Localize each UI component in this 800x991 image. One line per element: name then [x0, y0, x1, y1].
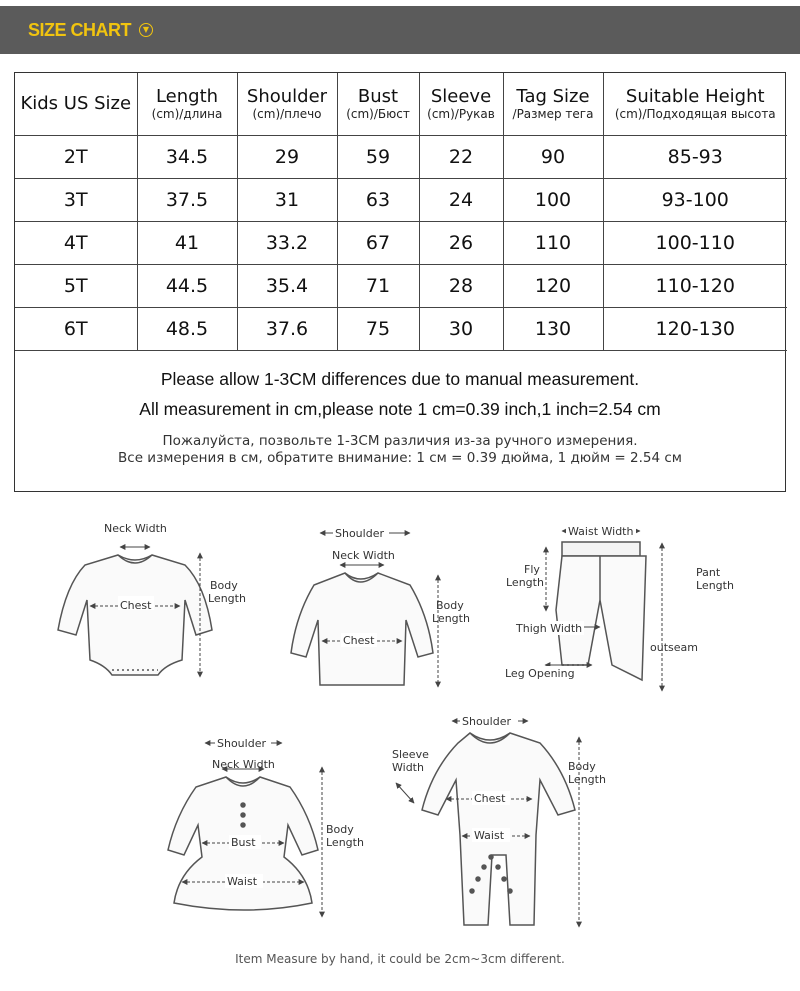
column-header: Shoulder (cm)/плечо	[237, 73, 337, 135]
diagram-canvas	[0, 505, 800, 945]
pants-outseam-label: outseam	[650, 641, 698, 654]
bodysuit-neck-width-label: Neck Width	[104, 522, 167, 535]
romper-chest-label: Chest	[474, 792, 506, 805]
table-cell: 71	[337, 264, 419, 307]
tshirt-chest-label: Chest	[343, 634, 375, 647]
footer-note: Item Measure by hand, it could be 2cm~3cm different.	[235, 952, 565, 966]
bodysuit-diagram	[58, 547, 212, 677]
table-cell: 6T	[15, 307, 137, 350]
note-english-2: All measurement in cm,please note 1 cm=0.39 inch,1 inch=2.54 cm	[139, 398, 661, 419]
table-cell: 31	[237, 178, 337, 221]
table-cell: 24	[419, 178, 503, 221]
table-cell: 41	[137, 221, 237, 264]
dress-neck-width-label: Neck Width	[212, 758, 275, 771]
header-bar	[0, 6, 800, 54]
note-english-1: Please allow 1-3CM differences due to manual measurement.	[160, 368, 640, 389]
pants-fly-length-label-2: Length	[506, 576, 544, 589]
romper-body-length-label-2: Length	[568, 773, 606, 786]
dress-shoulder-label: Shoulder	[217, 737, 266, 750]
table-header-row	[15, 73, 787, 135]
romper-shoulder-label: Shoulder	[462, 715, 511, 728]
table-cell: 59	[337, 135, 419, 178]
column-header: Length (cm)/длина	[137, 73, 237, 135]
measurement-diagrams	[0, 505, 800, 945]
pants-fly-length-label-1: Fly	[524, 563, 540, 576]
tshirt-shoulder-label: Shoulder	[335, 527, 384, 540]
romper-sleeve-width-label-1: Sleeve	[392, 748, 429, 761]
pants-leg-opening-label: Leg Opening	[505, 667, 575, 680]
dress-waist-label: Waist	[227, 875, 258, 888]
chevron-down-circle-icon[interactable]: ▼	[139, 23, 153, 37]
romper-sleeve-width-label-2: Width	[392, 761, 424, 774]
table-row	[15, 264, 787, 307]
table-cell: 37.5	[137, 178, 237, 221]
column-header: Sleeve (cm)/Рукав	[419, 73, 503, 135]
tshirt-body-length-label-1: Body	[436, 599, 464, 612]
table-cell: 3T	[15, 178, 137, 221]
table-cell: 120-130	[603, 307, 787, 350]
column-header: Suitable Height (cm)/Подходящая высота	[603, 73, 787, 135]
pants-pant-length-label-1: Pant	[696, 566, 721, 579]
header-title: SIZE CHART	[28, 19, 131, 40]
dress-body-length-label-1: Body	[326, 823, 354, 836]
table-cell: 110-120	[603, 264, 787, 307]
table-cell: 75	[337, 307, 419, 350]
column-header: Kids US Size	[15, 73, 137, 135]
table-cell: 34.5	[137, 135, 237, 178]
table-cell: 28	[419, 264, 503, 307]
pants-pant-length-label-2: Length	[696, 579, 734, 592]
table-cell: 90	[503, 135, 603, 178]
table-cell: 48.5	[137, 307, 237, 350]
table-cell: 29	[237, 135, 337, 178]
bodysuit-body-length-label-2: Length	[208, 592, 246, 605]
tshirt-body-length-label-2: Length	[432, 612, 470, 625]
table-cell: 35.4	[237, 264, 337, 307]
pants-thigh-width-label: Thigh Width	[516, 622, 583, 635]
table-cell: 5T	[15, 264, 137, 307]
table-cell: 22	[419, 135, 503, 178]
table-cell: 130	[503, 307, 603, 350]
note-russian-2: Все измерения в см, обратите внимание: 1 см = 0.39 дюйма, 1 дюйм = 2.54 см	[118, 449, 682, 466]
table-row	[15, 307, 787, 350]
table-cell: 44.5	[137, 264, 237, 307]
romper-waist-label: Waist	[474, 829, 505, 842]
table-cell: 63	[337, 178, 419, 221]
table-cell: 26	[419, 221, 503, 264]
table-cell: 100-110	[603, 221, 787, 264]
size-chart-box	[14, 72, 786, 492]
size-table	[15, 73, 787, 351]
table-row	[15, 135, 787, 178]
dress-bust-label: Bust	[231, 836, 256, 849]
tshirt-neck-width-label: Neck Width	[332, 549, 395, 562]
table-cell: 110	[503, 221, 603, 264]
romper-body-length-label-1: Body	[568, 760, 596, 773]
table-cell: 100	[503, 178, 603, 221]
table-cell: 2T	[15, 135, 137, 178]
table-cell: 120	[503, 264, 603, 307]
note-russian-1: Пожалуйста, позвольте 1-3CM различия из-за ручного измерения.	[162, 432, 638, 449]
column-header: Tag Size /Размер тега	[503, 73, 603, 135]
table-cell: 67	[337, 221, 419, 264]
bodysuit-chest-label: Chest	[120, 599, 152, 612]
measurement-notes	[15, 351, 785, 467]
dress-body-length-label-2: Length	[326, 836, 364, 849]
bodysuit-body-length-label-1: Body	[210, 579, 238, 592]
table-row	[15, 178, 787, 221]
table-row	[15, 221, 787, 264]
column-header: Bust (cm)/Бюст	[337, 73, 419, 135]
table-cell: 33.2	[237, 221, 337, 264]
table-cell: 93-100	[603, 178, 787, 221]
pants-waist-width-label: Waist Width	[568, 525, 634, 538]
table-cell: 30	[419, 307, 503, 350]
table-cell: 37.6	[237, 307, 337, 350]
table-cell: 85-93	[603, 135, 787, 178]
table-cell: 4T	[15, 221, 137, 264]
